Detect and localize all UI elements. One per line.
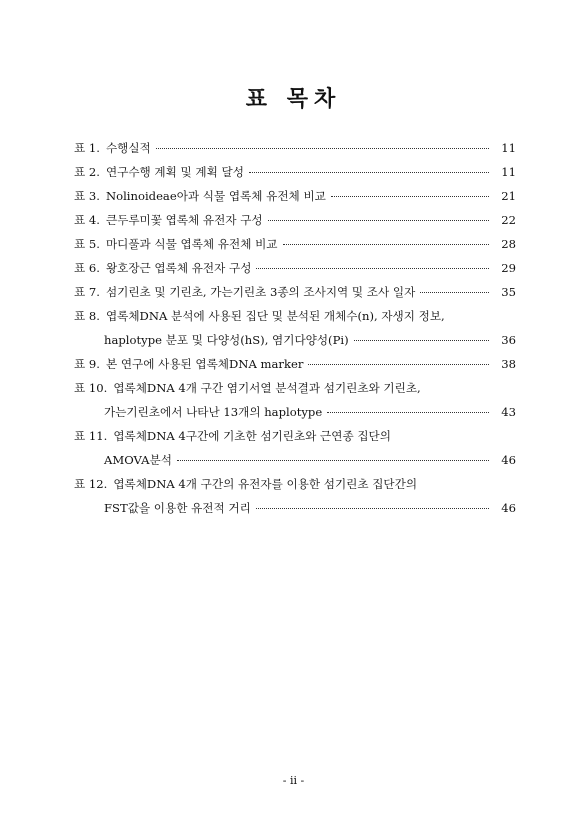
entry-title: 본 연구에 사용된 엽록체DNA marker [105,357,304,371]
dot-leader [354,340,489,341]
entry-page: 21 [501,189,516,203]
entry-title: Nolinoideae아과 식물 엽록체 유전체 비교 [105,189,326,203]
entry-title-line-2: haplotype 분포 및 다양성(hS), 염기다양성(Pi) [104,333,349,347]
toc-entry-9[interactable] [74,352,516,376]
page-title: 표 목차 [245,86,342,112]
entry-number: 표 4. [74,213,100,227]
entry-title-line-1: 엽록체DNA 4개 구간 염기서열 분석결과 섬기린초와 기린초, [113,381,421,395]
dot-leader [156,148,489,149]
entry-number: 표 1. [74,141,100,155]
dot-leader [256,268,489,269]
entry-title: 큰두루미꽃 엽록체 유전자 구성 [105,213,263,227]
dot-leader [283,244,490,245]
entry-title-line-2: FST값을 이용한 유전적 거리 [104,501,251,515]
dot-leader [327,412,489,413]
entry-page: 46 [501,453,516,467]
entry-page: 46 [501,501,516,515]
dot-leader [177,460,489,461]
toc-entry-5[interactable] [74,232,516,256]
toc-entry-8[interactable] [74,304,516,352]
entry-number: 표 7. [74,285,100,299]
entry-number: 표 5. [74,237,100,251]
entry-title-line-1: 엽록체DNA 분석에 사용된 집단 및 분석된 개체수(n), 자생지 정보, [105,309,445,323]
entry-title: 마디풀과 식물 엽록체 유전체 비교 [105,237,278,251]
entry-number: 표 9. [74,357,100,371]
entry-title: 섬기린초 및 기린초, 가는기린초 3종의 조사지역 및 조사 일자 [105,285,416,299]
entry-title: 수행실적 [105,141,151,155]
dot-leader [331,196,489,197]
dot-leader [256,508,489,509]
toc-entry-2[interactable] [74,160,516,184]
toc-entry-3[interactable] [74,184,516,208]
entry-page: 11 [501,165,516,179]
table-of-contents [74,136,516,520]
entry-title-line-1: 엽록체DNA 4개 구간의 유전자를 이용한 섬기린초 집단간의 [113,477,418,491]
entry-page: 36 [501,333,516,347]
dot-leader [420,292,489,293]
entry-page: 11 [501,141,516,155]
entry-page: 28 [501,237,516,251]
entry-number: 표 10. [74,381,108,395]
dot-leader [268,220,489,221]
entry-page: 22 [501,213,516,227]
entry-title-line-1: 엽록체DNA 4구간에 기초한 섬기린초와 근연종 집단의 [113,429,391,443]
entry-page: 35 [501,285,516,299]
entry-number: 표 12. [74,477,108,491]
entry-page: 29 [501,261,516,275]
entry-page: 38 [501,357,516,371]
toc-entry-1[interactable] [74,136,516,160]
dot-leader [308,364,489,365]
toc-entry-11[interactable] [74,424,516,472]
toc-entry-7[interactable] [74,280,516,304]
entry-title: 연구수행 계획 및 계획 달성 [105,165,244,179]
page-number: - ii - [282,774,305,787]
entry-title: 왕호장근 엽록체 유전자 구성 [105,261,252,275]
toc-entry-10[interactable] [74,376,516,424]
entry-number: 표 8. [74,309,100,323]
toc-entry-4[interactable] [74,208,516,232]
entry-page: 43 [501,405,516,419]
entry-number: 표 2. [74,165,100,179]
entry-title-line-2: AMOVA분석 [104,453,172,467]
entry-title-line-2: 가는기린초에서 나타난 13개의 haplotype [104,405,323,419]
toc-entry-6[interactable] [74,256,516,280]
entry-number: 표 11. [74,429,108,443]
dot-leader [249,172,489,173]
entry-number: 표 6. [74,261,100,275]
entry-number: 표 3. [74,189,100,203]
toc-entry-12[interactable] [74,472,516,520]
